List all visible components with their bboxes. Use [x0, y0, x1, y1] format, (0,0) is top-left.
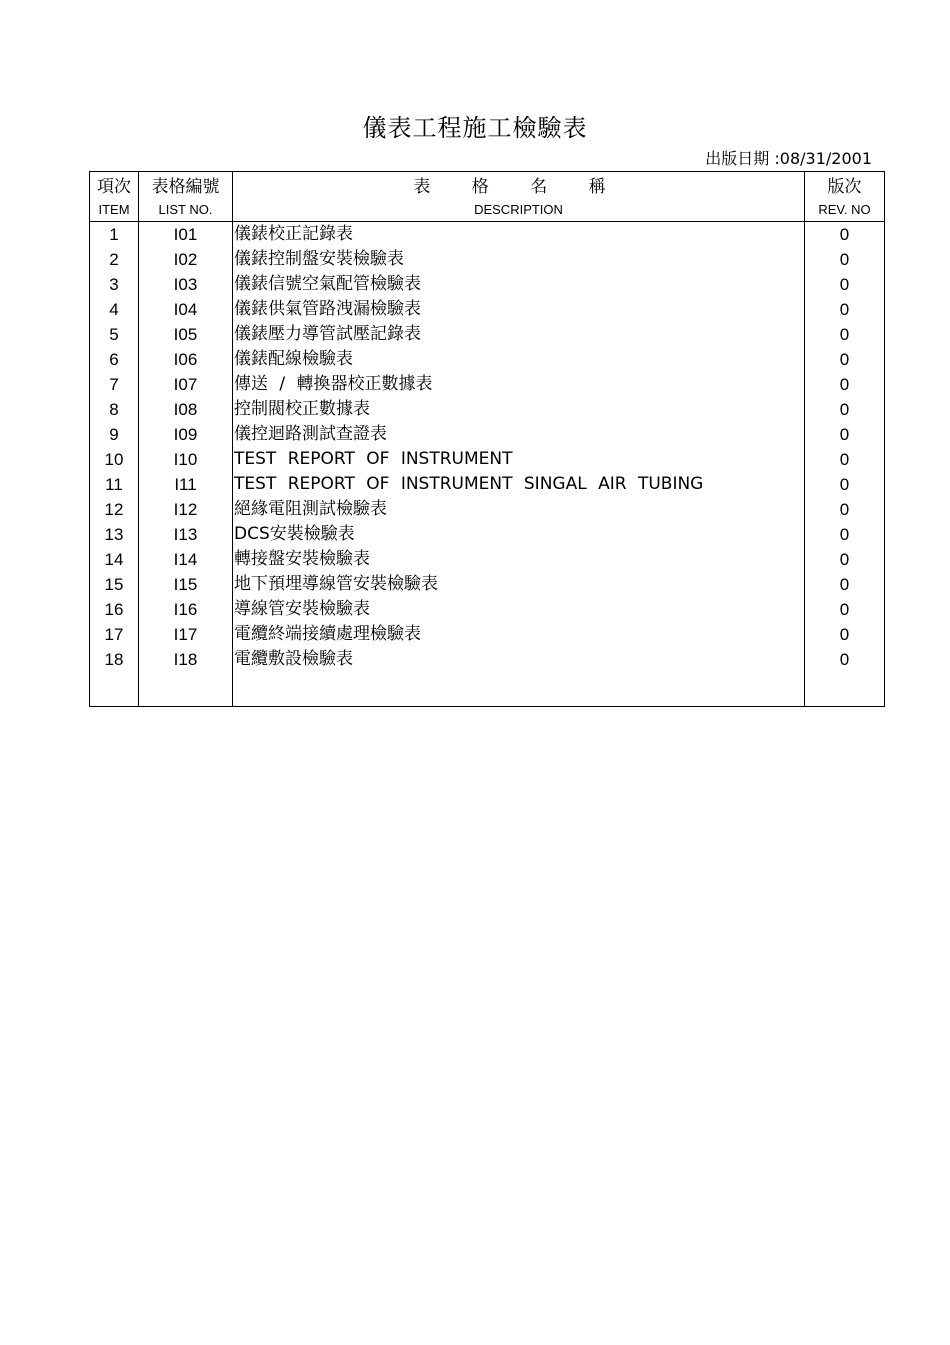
table-row: [90, 347, 885, 372]
item-cell: 11: [90, 472, 139, 497]
table-row: [90, 447, 885, 472]
table-row: [90, 297, 885, 322]
description-cell: 儀錶信號空氣配管檢驗表: [233, 272, 805, 297]
item-cell: 3: [90, 272, 139, 297]
header-desc-en: DESCRIPTION: [233, 197, 805, 222]
description-cell: 儀錶供氣管路洩漏檢驗表: [233, 297, 805, 322]
header-rev-en: REV. NO: [805, 197, 885, 222]
description-cell: 轉接盤安裝檢驗表: [233, 547, 805, 572]
item-cell: 8: [90, 397, 139, 422]
table-filler-row: [90, 672, 885, 707]
rev-no-cell: 0: [805, 322, 885, 347]
document-title: 儀表工程施工檢驗表: [362, 114, 588, 142]
table-row: [90, 572, 885, 597]
item-cell: 9: [90, 422, 139, 447]
description-cell: TEST REPORT OF INSTRUMENT SINGAL AIR TUBING: [233, 472, 805, 497]
list-no-cell: I08: [139, 397, 233, 422]
table-row: [90, 547, 885, 572]
description-cell: 地下預埋導線管安裝檢驗表: [233, 572, 805, 597]
item-cell: 6: [90, 347, 139, 372]
table-row: [90, 372, 885, 397]
item-cell: 16: [90, 597, 139, 622]
list-no-cell: I10: [139, 447, 233, 472]
list-no-cell: I11: [139, 472, 233, 497]
table-row: [90, 622, 885, 647]
rev-no-cell: 0: [805, 647, 885, 672]
description-cell: 絕緣電阻測試檢驗表: [233, 497, 805, 522]
issue-date: 出版日期 :08/31/2001: [705, 149, 872, 168]
description-cell: 儀錶控制盤安裝檢驗表: [233, 247, 805, 272]
description-cell: 儀錶校正記錄表: [233, 222, 805, 248]
rev-no-cell: 0: [805, 597, 885, 622]
header-desc-zh: [233, 172, 805, 198]
table-row: [90, 497, 885, 522]
description-cell: 儀錶配線檢驗表: [233, 347, 805, 372]
rev-no-cell: 0: [805, 497, 885, 522]
rev-no-cell: 0: [805, 222, 885, 248]
rev-no-cell: 0: [805, 547, 885, 572]
item-cell: 15: [90, 572, 139, 597]
rev-no-cell: 0: [805, 422, 885, 447]
list-no-cell: I14: [139, 547, 233, 572]
rev-no-cell: 0: [805, 472, 885, 497]
description-cell: 儀控迴路測試查證表: [233, 422, 805, 447]
filler-cell: [805, 672, 885, 707]
table-row: [90, 522, 885, 547]
header-list-zh: 表格編號: [139, 172, 233, 198]
filler-cell: [90, 672, 139, 707]
description-cell: TEST REPORT OF INSTRUMENT: [233, 447, 805, 472]
item-cell: 2: [90, 247, 139, 272]
description-cell: 控制閥校正數據表: [233, 397, 805, 422]
header-item-en: ITEM: [90, 197, 139, 222]
rev-no-cell: 0: [805, 297, 885, 322]
item-cell: 14: [90, 547, 139, 572]
rev-no-cell: 0: [805, 572, 885, 597]
table-row: [90, 472, 885, 497]
list-no-cell: I05: [139, 322, 233, 347]
filler-cell: [233, 672, 805, 707]
table-row: [90, 422, 885, 447]
rev-no-cell: 0: [805, 272, 885, 297]
item-cell: 7: [90, 372, 139, 397]
rev-no-cell: 0: [805, 397, 885, 422]
rev-no-cell: 0: [805, 347, 885, 372]
list-no-cell: I12: [139, 497, 233, 522]
list-no-cell: I02: [139, 247, 233, 272]
table-row: [90, 647, 885, 672]
list-no-cell: I13: [139, 522, 233, 547]
header-item-zh: 項次: [90, 172, 139, 198]
item-cell: 1: [90, 222, 139, 248]
description-cell: 導線管安裝檢驗表: [233, 597, 805, 622]
header-desc-zh-text: 表 格 名 稱: [413, 177, 624, 197]
form-list-table: [89, 171, 885, 707]
item-cell: 18: [90, 647, 139, 672]
list-no-cell: I09: [139, 422, 233, 447]
description-cell: 傳送 / 轉換器校正數據表: [233, 372, 805, 397]
table-header: [90, 172, 885, 222]
rev-no-cell: 0: [805, 247, 885, 272]
item-cell: 12: [90, 497, 139, 522]
table-body: [90, 222, 885, 707]
description-cell: DCS安裝檢驗表: [233, 522, 805, 547]
description-cell: 電纜終端接續處理檢驗表: [233, 622, 805, 647]
table-row: [90, 247, 885, 272]
list-no-cell: I15: [139, 572, 233, 597]
list-no-cell: I01: [139, 222, 233, 248]
list-no-cell: I16: [139, 597, 233, 622]
list-no-cell: I18: [139, 647, 233, 672]
item-cell: 17: [90, 622, 139, 647]
header-rev-zh: 版次: [805, 172, 885, 198]
table-row: [90, 597, 885, 622]
item-cell: 10: [90, 447, 139, 472]
list-no-cell: I04: [139, 297, 233, 322]
rev-no-cell: 0: [805, 372, 885, 397]
list-no-cell: I17: [139, 622, 233, 647]
header-list-en: LIST NO.: [139, 197, 233, 222]
item-cell: 4: [90, 297, 139, 322]
table-row: [90, 322, 885, 347]
rev-no-cell: 0: [805, 522, 885, 547]
list-no-cell: I03: [139, 272, 233, 297]
description-cell: 儀錶壓力導管試壓記錄表: [233, 322, 805, 347]
item-cell: 13: [90, 522, 139, 547]
list-no-cell: I07: [139, 372, 233, 397]
table-row: [90, 272, 885, 297]
rev-no-cell: 0: [805, 622, 885, 647]
filler-cell: [139, 672, 233, 707]
rev-no-cell: 0: [805, 447, 885, 472]
item-cell: 5: [90, 322, 139, 347]
list-no-cell: I06: [139, 347, 233, 372]
description-cell: 電纜敷設檢驗表: [233, 647, 805, 672]
table-row: [90, 222, 885, 248]
table-row: [90, 397, 885, 422]
